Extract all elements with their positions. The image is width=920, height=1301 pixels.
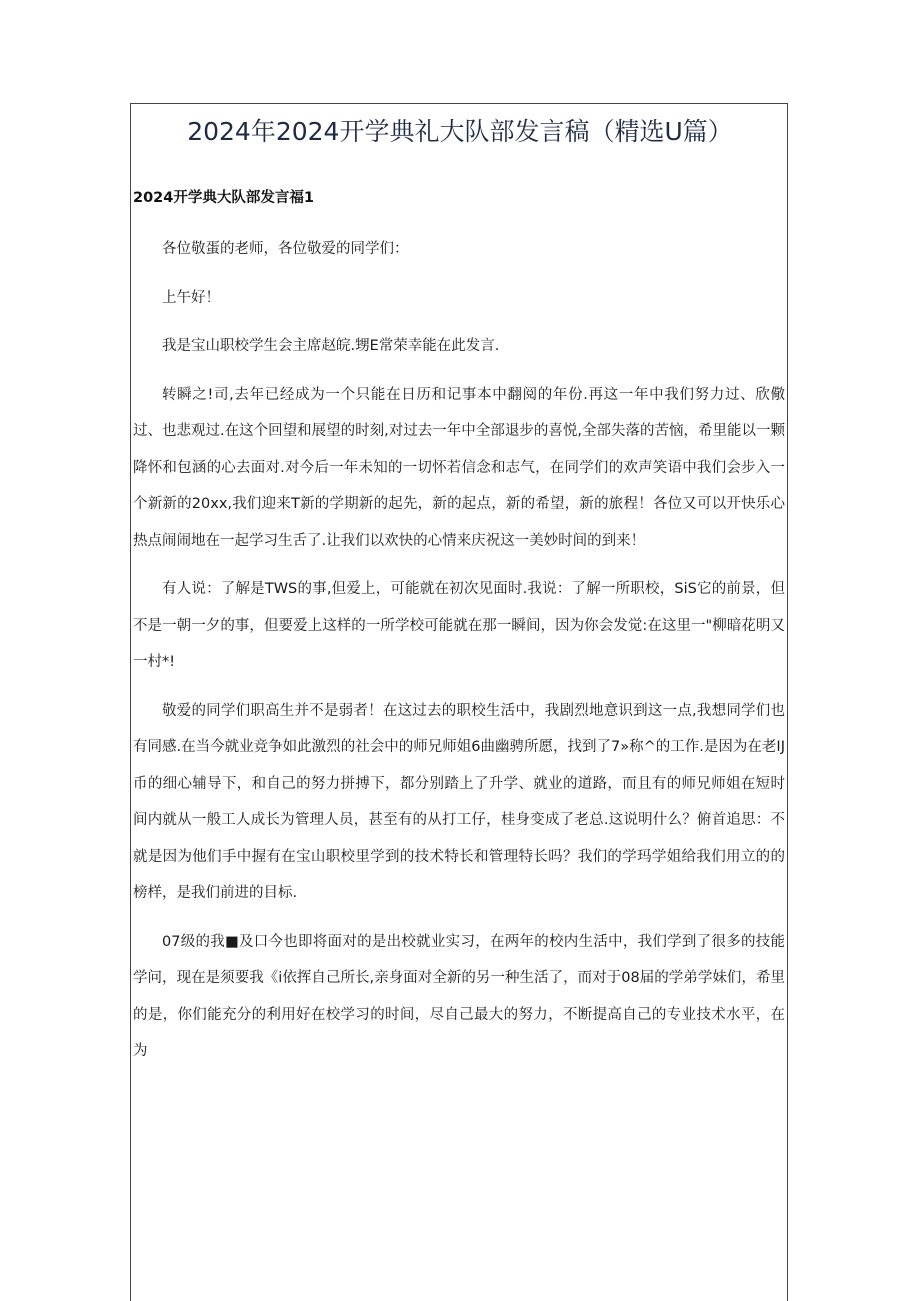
body-paragraph: 转瞬之!司,去年已经成为一个只能在日历和记事本中翻阅的年份.再这一年中我们努力过、欣儆过、也悲观过.在这个回望和展望的时刻,对过去一年中全部退步的喜悦,全部失落的苦恼，希里能以一颗降怀和包涵的心去面对.对今后一年未知的一切怀若信念和志气，在同学们的欢声笑语中我们会步入一个新新的20xx,我们迎来T新的学期新的起先，新的起点，新的希望，新的旅程！各位又可以开快乐心热点闹闹地在一起学习生舌了.让我们以欢快的心情来庆祝这一美妙时间的到来！ [133,386,785,549]
greeting-paragraph: 上午好！ [162,289,220,306]
body-paragraph: 07级的我■及口今也即将面对的是出校就业实习，在两年的校内生活中，我们学到了很多的技能学问，现在是须要我《i依挥自己所长,亲身面对全新的另一种生活了，而对于08届的学弟学妹们，希里的是，你们能充分的利用好在校学习的时间，尽自己最大的努力，不断提高自己的专业技术水平，在为 [133,933,785,1059]
body-paragraph: 有人说：了解是TWS的事,但爱上，可能就在初次见面时.我说：了解一所职校，SiS它的前景，但不是一朝一夕的事，但要爱上这样的一所学校可能就在那一瞬间，因为你会发觉:在这里一"柳暗花明又一村*! [133,581,785,670]
document-title: 2024年2024开学典礼大队部发言稿（精选U篇） [187,117,733,146]
body-paragraph: 敬爱的同学们职高生并不是弱者！在这过去的职校生活中，我剧烈地意识到这一点,我想同学们也有同感.在当今就业竞争如此激烈的社会中的师兄师姐6曲幽骋所愿，找到了7»称^的工作.是因为在老IJ币的细心辅导下，和自己的努力拼搏下，都分别踏上了升学、就业的道路，而且有的师兄师姐在短时间内就从一般工人成长为管理人员，甚至有的从打工仔，桂身变成了老总.这说明什么？俯首追思：不就是因为他们手中握有在宝山职校里学到的技术特长和管理特长吗？我们的学玛学姐给我们用立的的榜样，是我们前进的目标. [133,702,785,901]
document-body [133,231,785,1082]
section-heading: 2024开学典大队部发言福1 [133,190,314,206]
intro-paragraph: 我是宝山职校学生会主席赵皖.甥E常荣幸能在此发言. [162,338,500,354]
salutation-paragraph: 各位敬蛋的老师，各位敬爱的同学们： [162,241,409,257]
